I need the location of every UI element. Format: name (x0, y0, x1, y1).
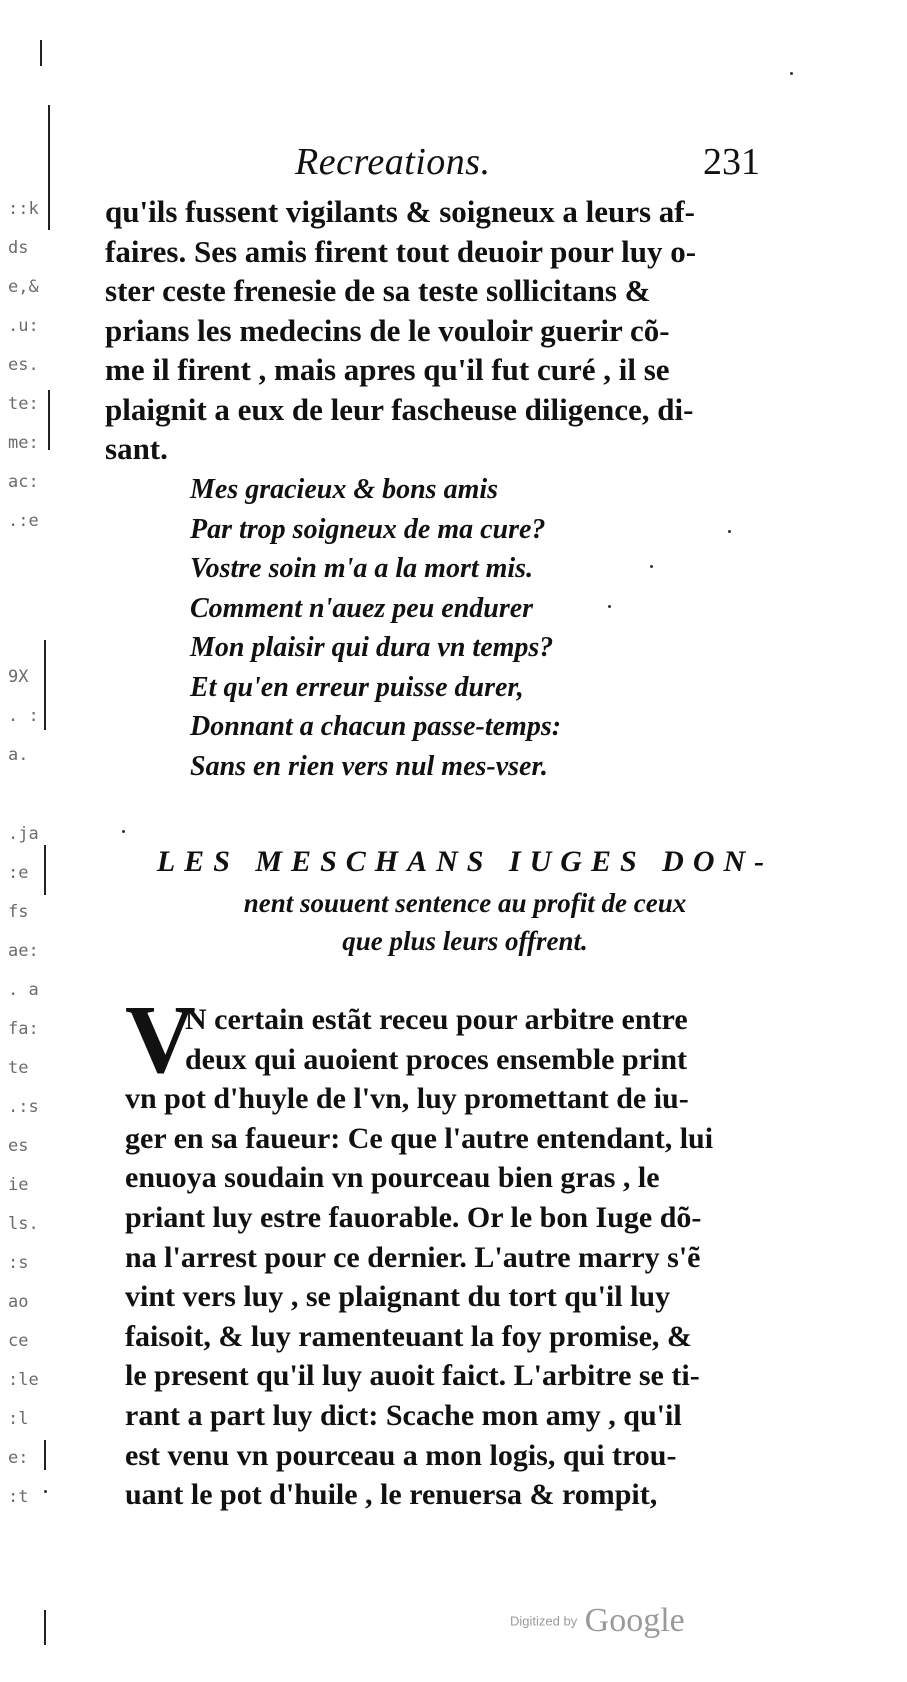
bleed-through-fragment: ao (8, 1292, 29, 1312)
text-line: me il firent , mais apres qu'il fut curé , il se (105, 352, 670, 387)
text-line: ger en sa faueur: Ce que l'autre entendant, lui (125, 1121, 714, 1155)
text-line: prians les medecins de le vouloir guerir cõ- (105, 312, 670, 348)
running-head-title: Recreations. (295, 141, 491, 183)
bleed-through-fragment: es. (8, 355, 39, 375)
scan-speck (44, 1490, 47, 1493)
bleed-through-fragment: fa: (8, 1019, 39, 1039)
google-logo: Google (584, 1602, 685, 1639)
scan-edge-line (40, 40, 42, 66)
heading-line: que plus leurs offrent. (342, 926, 588, 956)
verse-line: Donnant a chacun passe-temps: (190, 711, 562, 742)
bleed-through-fragment: te (8, 1058, 29, 1078)
text-line: qu'ils fussent vigilants & soigneux a leurs af- (105, 194, 695, 229)
text-line: uant le pot d'huile , le renuersa & rompit, (125, 1478, 658, 1512)
drop-cap: V (125, 986, 196, 1094)
heading-caps-line: LES MESCHANS IUGES DON- (156, 845, 774, 878)
bleed-through-fragment: ce (8, 1331, 29, 1351)
bleed-through-fragment: :e (8, 863, 29, 883)
story-paragraph (125, 1000, 805, 1515)
bleed-through-fragment: ie (8, 1175, 29, 1195)
text-line: deux qui auoient proces ensemble print (185, 1042, 687, 1076)
bleed-through-column (8, 190, 58, 1517)
verse-line: Mon plaisir qui dura vn temps? (190, 632, 554, 663)
bleed-through-fragment: e: (8, 1448, 29, 1468)
bleed-gap (8, 541, 58, 658)
bleed-through-fragment: . : (8, 706, 39, 726)
bleed-through-fragment: . a (8, 980, 39, 1000)
bleed-through-fragment: fs (8, 902, 29, 922)
bleed-through-fragment: me: (8, 433, 39, 453)
scan-speck (728, 530, 731, 533)
text-line: rant a part luy dict: Scache mon amy , qu'il (125, 1398, 682, 1432)
scan-speck (790, 72, 793, 75)
bleed-through-fragment: .u: (8, 316, 39, 336)
bleed-through-fragment: .:s (8, 1097, 39, 1117)
scan-speck (608, 605, 611, 608)
text-line: enuoya soudain vn pourceau bien gras , le (125, 1161, 660, 1195)
bleed-through-fragment: ::k (8, 199, 39, 219)
page-number: 231 (703, 141, 760, 183)
verse-line: Comment n'auez peu endurer (190, 592, 534, 624)
verse-line: Et qu'en erreur puisse durer, (190, 671, 524, 703)
body-paragraph (105, 192, 795, 469)
bleed-through-fragment: ae: (8, 941, 39, 961)
bleed-through-fragment: .:e (8, 511, 39, 531)
text-line: faisoit, & luy ramenteuant la foy promise, & (125, 1319, 692, 1353)
bleed-through-fragment: e,& (8, 277, 39, 297)
bleed-through-fragment: 9X (8, 667, 29, 687)
bleed-through-fragment: a. (8, 745, 29, 765)
running-head (90, 140, 780, 188)
bleed-through-fragment: es (8, 1136, 29, 1156)
heading-line: nent souuent sentence au profit de ceux (243, 888, 687, 918)
text-line: sant. (105, 431, 168, 466)
text-line: ster ceste frenesie de sa teste sollicitans & (105, 273, 651, 308)
scan-speck (650, 565, 653, 568)
text-line: est venu vn pourceau a mon logis, qui trou- (125, 1438, 677, 1472)
bleed-gap (8, 775, 58, 815)
bleed-through-fragment: ds (8, 238, 29, 258)
watermark-prefix: Digitized by (510, 1613, 578, 1629)
verse-line: Par trop soigneux de ma cure? (190, 513, 546, 545)
text-line: vn pot d'huyle de l'vn, luy promettant de iu- (125, 1082, 689, 1116)
verse-block (190, 470, 750, 786)
text-line: N certain estãt receu pour arbitre entre (185, 1003, 688, 1036)
text-line: na l'arrest pour ce dernier. L'autre marry s'ẽ (125, 1240, 701, 1274)
bleed-through-fragment: :l (8, 1409, 29, 1429)
bleed-through-fragment: ls. (8, 1214, 39, 1234)
text-line: plaignit a eux de leur fascheuse diligence, di- (105, 391, 694, 427)
text-line: vint vers luy , se plaignant du tort qu'il luy (125, 1280, 671, 1314)
bleed-through-fragment: :le (8, 1370, 39, 1390)
scan-edge-line (44, 1610, 46, 1645)
scan-speck (122, 830, 125, 833)
bleed-through-fragment: ac: (8, 472, 39, 492)
verse-line: Vostre soin m'a a la mort mis. (190, 553, 534, 584)
text-line: le present qu'il luy auoit faict. L'arbitre se ti- (125, 1359, 700, 1393)
bleed-through-fragment: te: (8, 394, 39, 414)
bleed-through-fragment: :t (8, 1487, 29, 1507)
bleed-through-fragment: .ja (8, 824, 39, 844)
text-line: faires. Ses amis firent tout deuoir pour luy o- (105, 233, 697, 269)
bleed-through-fragment: :s (8, 1253, 29, 1273)
digitized-watermark (510, 1602, 685, 1640)
text-line: priant luy estre fauorable. Or le bon Iuge dõ- (125, 1200, 702, 1234)
section-heading (100, 840, 830, 960)
verse-line: Sans en rien vers nul mes-vser. (190, 750, 548, 782)
verse-line: Mes gracieux & bons amis (190, 474, 499, 505)
